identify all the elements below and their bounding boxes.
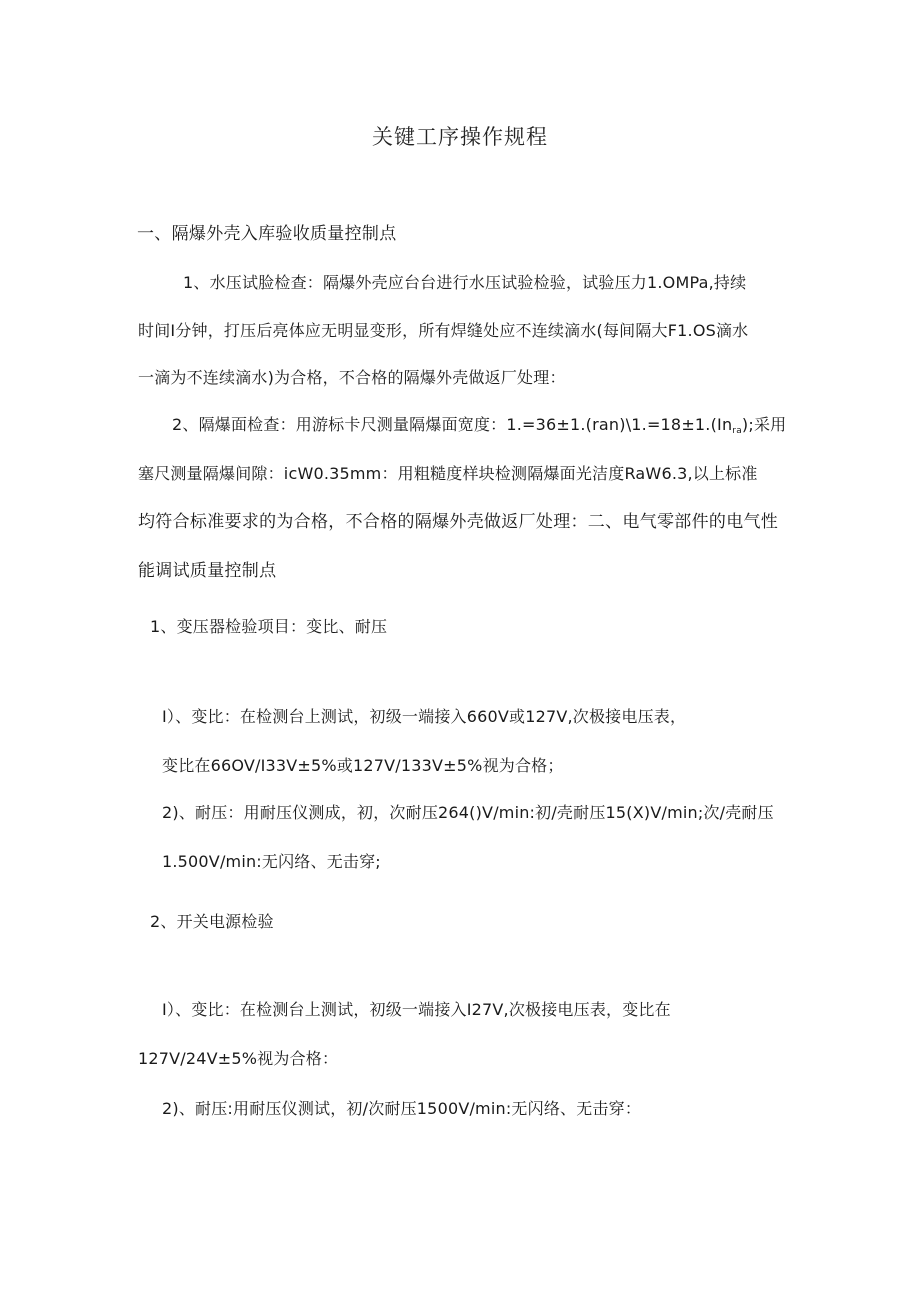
paragraph-line: 时间I分钟，打压后亮体应无明显变形，所有焊缝处应不连续滴水(每间隔大F1.OS滴水: [138, 321, 749, 340]
subscript-text: ra: [732, 426, 742, 436]
list-item: 2、开关电源检验: [150, 912, 274, 931]
list-item: 1、变压器检验项目：变比、耐压: [150, 617, 388, 636]
paragraph-line: 均符合标准要求的为合格，不合格的隔爆外壳做返厂处理：二、电气零部件的电气性: [138, 512, 779, 532]
list-item: 变比在66OV/I33V±5%或127V/133V±5%视为合格；: [162, 756, 564, 775]
list-item: 1.500V/min:无闪络、无击穿;: [162, 852, 381, 871]
paragraph-line: [172, 415, 786, 441]
document-title: 关键工序操作规程: [372, 125, 548, 149]
paragraph-line: 1、水压试脸检查：隔爆外壳应台台进行水压试验检验，试验压力1.OMPa,持续: [183, 273, 747, 292]
paragraph-text: );采用: [741, 415, 787, 434]
paragraph-text: 2、隔爆面检查：用游标卡尺测量隔爆面宽度：1.=36±1.(ran)\1.=18±1.(In: [172, 415, 733, 434]
list-item: 127V/24V±5%视为合格：: [138, 1049, 339, 1068]
section-heading-1: 一、隔爆外壳入库验收质量控制点: [137, 224, 397, 244]
list-item: I）、变比：在检测台上测试，初级一端接入I27V,次极接电压表，变比在: [162, 1000, 671, 1019]
paragraph-line: 塞尺测量隔爆间隙：icW0.35mm：用粗糙度样块检测隔爆面光洁度RaW6.3,以上标准: [138, 464, 758, 483]
paragraph-line: 能调试质量控制点: [138, 561, 277, 581]
list-item: 2)、耐压:用耐压仪测试，初/次耐压1500V/min:无闪络、无击穿：: [162, 1099, 642, 1118]
list-item: I）、变比：在检测台上测试，初级一端接入660V或127V,次极接电压表，: [162, 707, 687, 726]
list-item: 2)、耐压：用耐压仪测成，初，次耐压264()V/min:初/壳耐压15(X)V/min;次/壳耐压: [162, 803, 774, 822]
paragraph-line: 一滴为不连续滴水)为合格，不合格的隔爆外壳做返厂处理：: [138, 368, 566, 387]
